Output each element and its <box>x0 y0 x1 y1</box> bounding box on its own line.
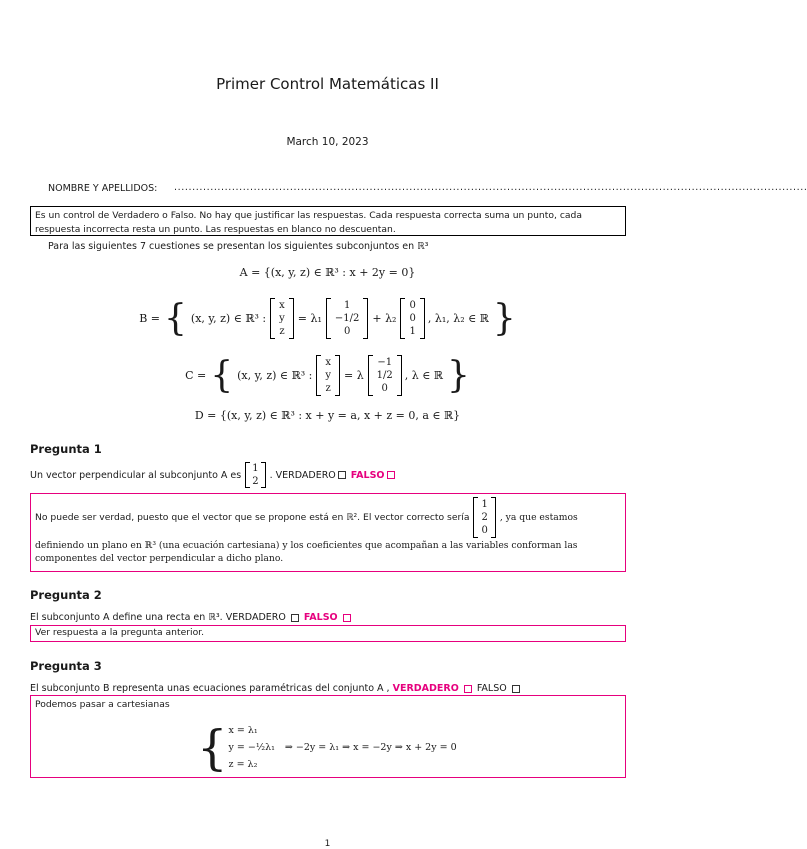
right-brace: } <box>492 297 516 339</box>
question-3-text: El subconjunto B representa unas ecuaciones paramétricas del conjunto A , VERDADERO FALSO <box>30 683 522 694</box>
set-b-plus: + λ₂ <box>372 312 397 325</box>
question-2-text: El subconjunto A define una recta en ℝ³. VERDADERO FALSO <box>30 612 353 623</box>
left-brace: { <box>164 297 187 339</box>
set-a <box>0 266 655 279</box>
question-2-title: Pregunta 2 <box>30 588 102 602</box>
instructions-box: Es un control de Verdadero o Falso. No hay que justificar las respuestas. Cada respuesta correcta suma un punto, cada respuesta incorrecta resta un punto. Las respuestas en blanco no descuentan. <box>30 206 626 236</box>
right-brace: } <box>447 354 470 396</box>
set-b-eq: = λ₁ <box>297 312 322 325</box>
checkbox-falso[interactable] <box>512 685 520 693</box>
set-c-label: C = <box>185 369 207 382</box>
left-brace: { <box>210 354 234 396</box>
answer-verdadero: VERDADERO <box>392 683 459 694</box>
vector-120: 1 2 0 <box>473 497 495 538</box>
answer-2-box: Ver respuesta a la pregunta anterior. <box>30 625 626 642</box>
page-title: Primer Control Matemáticas II <box>216 75 439 93</box>
vector-u1: 1 −1/2 0 <box>326 298 368 339</box>
vector-12: 1 2 <box>245 462 265 488</box>
answer-falso: FALSO <box>350 469 385 481</box>
vector-xyz: x y z <box>316 355 340 396</box>
answer-3-text: Podemos pasar a cartesianas <box>35 699 170 710</box>
set-b-set: (x, y, z) ∈ ℝ³ : <box>190 312 267 325</box>
set-b-label: B = <box>139 312 160 325</box>
set-d-eq: D = {(x, y, z) ∈ ℝ³ : x + y = a, x + z = 0, a ∈ ℝ} <box>194 409 461 422</box>
set-b-tail: , λ₁, λ₂ ∈ ℝ <box>427 312 489 325</box>
page-number: 1 <box>324 839 331 849</box>
answer-1-box: No puede ser verdad, puesto que el vector que se propone está en ℝ². El vector correcto sería 1 2 0 , ya que estamos definiendo un plano en ℝ³ (una ecuación cartesiana) y los coeficientes que acompañan a las variables conforman las componentes del vector perpendicular a dicho plano. <box>30 493 626 572</box>
set-a-eq: A = {(x, y, z) ∈ ℝ³ : x + 2y = 0} <box>239 266 416 279</box>
vector-u: −1 1/2 0 <box>368 355 402 396</box>
question-1-text: Un vector perpendicular al subconjunto A es 1 2 . VERDADERO FALSO <box>30 462 397 488</box>
vector-xyz: x y z <box>270 298 294 339</box>
cartesian-system: { x = λ₁ y = −½λ₁ z = λ₂ ⇒ −2y = λ₁ ⇒ x = −2y ⇒ x + 2y = 0 <box>197 719 457 776</box>
set-b <box>0 298 655 339</box>
checkbox-verdadero[interactable] <box>291 614 299 622</box>
set-c <box>0 355 655 396</box>
question-3-title: Pregunta 3 <box>30 659 102 673</box>
set-c-eq: = λ <box>343 369 364 382</box>
intro-text: Para las siguientes 7 cuestiones se presentan los siguientes subconjuntos en ℝ³ <box>48 241 429 252</box>
checkbox-verdadero[interactable] <box>338 471 346 479</box>
checkbox-falso[interactable] <box>387 471 395 479</box>
implication-chain: ⇒ −2y = λ₁ ⇒ x = −2y ⇒ x + 2y = 0 <box>284 742 457 753</box>
vector-u2: 0 0 1 <box>400 298 424 339</box>
answer-falso: FALSO <box>303 612 338 623</box>
name-dots: ............................................................................................................................................................................... <box>174 182 807 193</box>
answer-3-box <box>30 695 626 778</box>
system-brace: { <box>197 719 228 776</box>
question-1-title: Pregunta 1 <box>30 442 102 456</box>
checkbox-falso[interactable] <box>343 614 351 622</box>
date: March 10, 2023 <box>286 136 369 148</box>
set-c-set: (x, y, z) ∈ ℝ³ : <box>237 369 313 382</box>
set-d <box>0 409 655 422</box>
name-label: NOMBRE Y APELLIDOS: <box>48 183 158 194</box>
checkbox-verdadero[interactable] <box>464 685 472 693</box>
set-c-tail: , λ ∈ ℝ <box>404 369 444 382</box>
